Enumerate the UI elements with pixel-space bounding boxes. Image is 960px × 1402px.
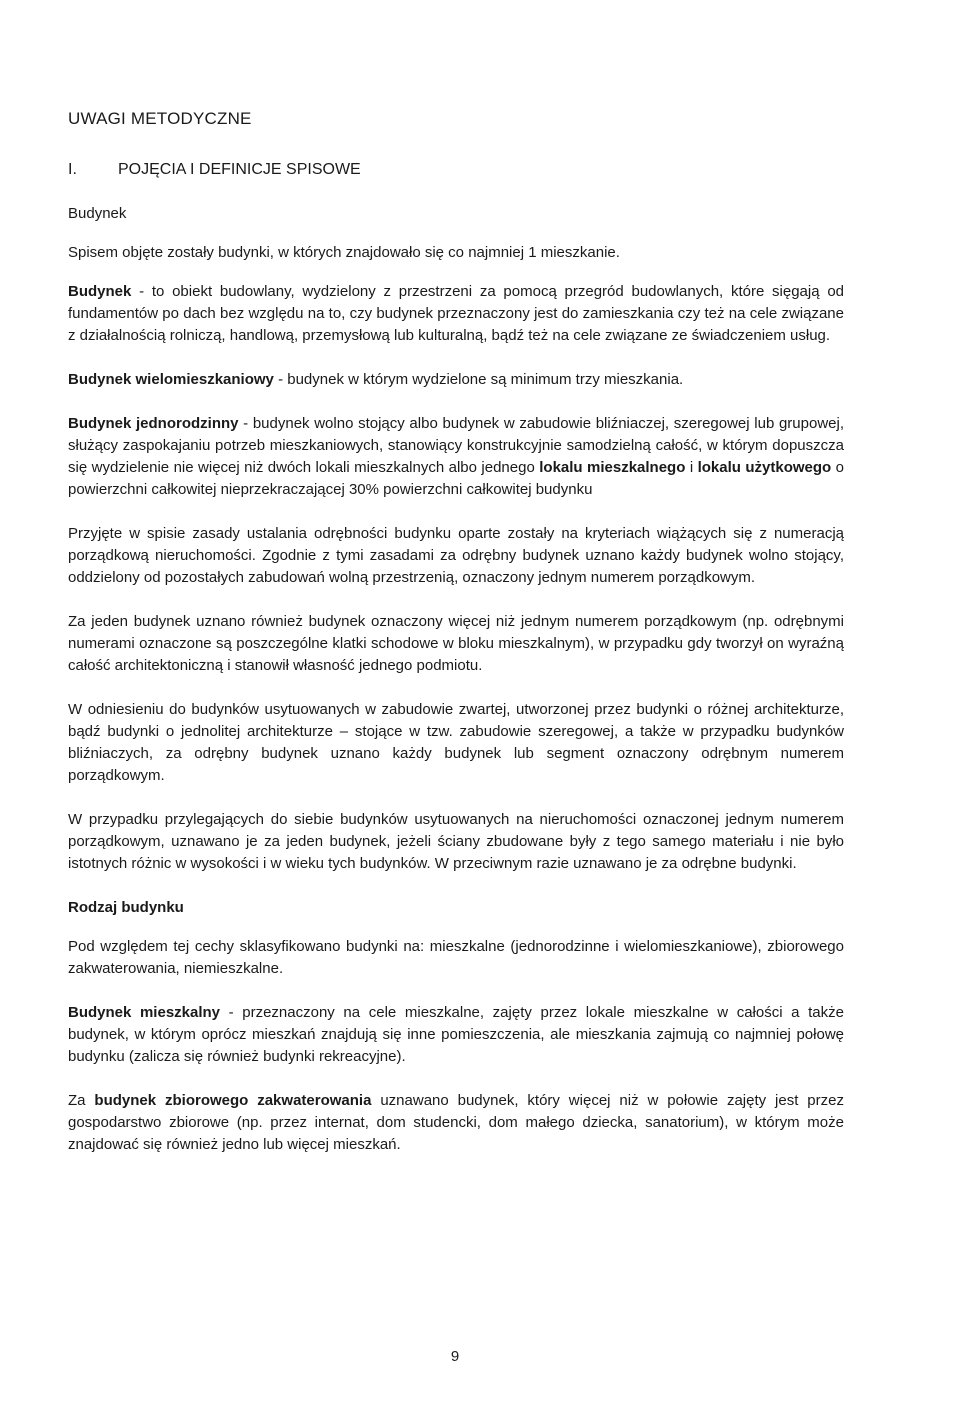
section-number: I. [68,161,77,178]
paragraph-za-jeden: Za jeden budynek uznano również budynek oznaczony więcej niż jednym numerem porządkowym (np. odrębnymi numerami oznaczone są poszczególne klatki schodowe w bloku mieszkalnym), w przypadku gdy tworzył on wyraźną całość architektoniczną i stanowił własność jednego podmiotu. [68,613,844,674]
definition-budynek [68,281,844,347]
section-title [68,159,844,181]
paragraph-pod-wzgledem: Pod względem tej cechy sklasyfikowano budynki na: mieszkalne (jednorodzinne i wielomieszkaniowe), zbiorowego zakwaterowania, niemieszkalne. [68,938,844,977]
main-title: UWAGI METODYCZNE [68,109,252,128]
definition-wielomieszkaniowy-text: - budynek w którym wydzielone są minimum trzy mieszkania. [273,371,684,388]
term-lokal-uzytkowy: lokalu użytkowego [697,459,832,476]
paragraph-w-odniesieniu: W odniesieniu do budynków usytuowanych w zabudowie zwartej, utworzonej przez budynki o różnej architekturze, bądź budynki o jednolitej architekturze – stojące w tzw. zabudowie szeregowej, a także w przypadku budynków bliźniaczych, za odrębny budynek uznano każdy budynek lub segment oznaczony odrębnym numerem porządkowym. [68,701,844,784]
definition-zbiorowego-text-2: uznawano budynek, który więcej niż w połowie zajęty jest przez gospodarstwo zbiorowe (np. przez internat, dom studencki, dom małego dziecka, sanatorium), w którym może znajdować się również jedno lub więcej mieszkań. [68,1092,844,1153]
paragraph-przyjete: Przyjęte w spisie zasady ustalania odrębności budynku oparte zostały na kryteriach wiążących się z numeracją porządkową nieruchomości. Zgodnie z tymi zasadami za odrębny budynek uznano każdy budynek wolno stojący, oddzielony od pozostałych zabudowań wolną przestrzenią, oznaczony jednym numerem porządkowym. [68,525,844,586]
term-lokal-mieszkalny: lokalu mieszkalnego [539,459,686,476]
definition-jednorodzinny [68,413,844,501]
term-jednorodzinny: Budynek jednorodzinny [68,415,239,432]
paragraph-w-przypadku: W przypadku przylegających do siebie budynków usytuowanych na nieruchomości oznaczonej jednym numerem porządkowym, uznawano je za jeden budynek, jeżeli ściany zbudowane były z tego samego materiału i nie było istotnych różnic w wysokości i w wieku tych budynków. W przeciwnym razie uznawano je za odrębne budynki. [68,811,844,872]
term-mieszkalny: Budynek mieszkalny [68,1004,221,1021]
definition-zbiorowego [68,1090,844,1156]
section-title-text: POJĘCIA I DEFINICJE SPISOWE [118,161,361,178]
paragraph-intro: Spisem objęte zostały budynki, w których znajdowało się co najmniej 1 mieszkanie. [68,244,620,261]
page-content [68,108,844,1178]
heading-rodzaj-budynku: Rodzaj budynku [68,899,184,916]
term-budynek: Budynek [68,283,132,300]
definition-jednorodzinny-text-3: o powierzchni całkowitej nieprzekraczającej 30% powierzchni całkowitej budynku [68,459,844,498]
term-zbiorowego: budynek zbiorowego zakwaterowania [94,1092,372,1109]
definition-wielomieszkaniowy [68,369,844,391]
definition-mieszkalny [68,1002,844,1068]
definition-budynek-text: - to obiekt budowlany, wydzielony z przestrzeni za pomocą przegród budowlanych, które sięgają od fundamentów po dach bez względu na to, czy budynek przeznaczony jest do zamieszkania czy też na cele związane z działalnością rolniczą, handlową, przemysłową lub kulturalną, bądź też na cele związane ze świadczeniem usług. [68,283,844,344]
definition-jednorodzinny-text-1: - budynek wolno stojący albo budynek w zabudowie bliźniaczej, szeregowej lub grupowej, służący zaspokajaniu potrzeb mieszkaniowych, stanowiący konstrukcyjnie samodzielną całość, w którym dopuszcza się wydzielenie nie więcej niż dwóch lokali mieszkalnych albo jednego [68,415,844,476]
term-wielomieszkaniowy: Budynek wielomieszkaniowy [68,371,274,388]
definition-zbiorowego-text-1: Za [68,1092,95,1109]
heading-budynek: Budynek [68,205,127,222]
definition-jednorodzinny-text-2: i [685,459,698,476]
definition-mieszkalny-text: - przeznaczony na cele mieszkalne, zajęty przez lokale mieszkalne w całości a także budynek, w którym oprócz mieszkań znajdują się inne pomieszczenia, ale mieszkania zajmują co najmniej połowę budynku (zalicza się również budynki rekreacyjne). [68,1004,844,1065]
page-number: 9 [450,1348,460,1365]
